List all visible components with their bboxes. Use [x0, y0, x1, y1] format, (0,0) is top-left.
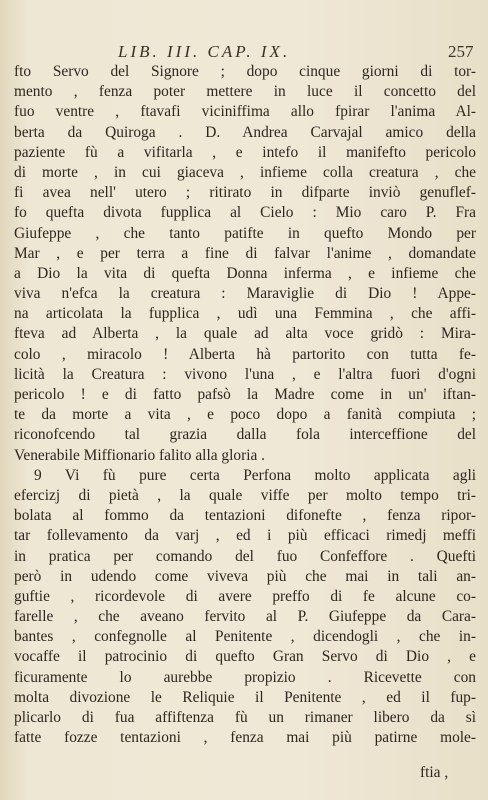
text-line: pericolo ! e di fatto pafsò la Madre come in un' iftan-	[14, 386, 476, 403]
text-line: fo quefta divota fupplica al Cielo : Mio caro P. Fra	[14, 204, 476, 222]
paragraph	[14, 466, 476, 749]
text-line: in pratica per comando del fuo Confeffore . Quefti	[14, 547, 476, 565]
text-line: fuo ventre , ftavafi viciniffima allo fpirar l'anima Al-	[14, 103, 476, 121]
text-line: paziente fù a vifitarla , e intefo il manifefto pericolo	[14, 143, 476, 161]
text-line: 9 Vi fù pure certa Perfona molto applicata agli	[34, 466, 476, 484]
text-line: te da morte a vita , e poco dopo a fanità compiuta ;	[14, 406, 476, 424]
text-line: fi avea nell' utero ; ritirato in difparte inviò genuflef-	[14, 184, 476, 202]
text-line: ficuramente lo aurebbe propizio . Ricevette con	[14, 668, 476, 686]
paragraph	[14, 62, 476, 466]
text-line: viva n'efca la creatura : Maraviglie di Dio ! Appe-	[14, 285, 476, 303]
text-line: di morte , in cui giaceva , infieme colla creatura , che	[14, 163, 476, 181]
text-line: licità la Creatura : vivono l'una , e l'altra fuori d'ogni	[14, 365, 476, 383]
running-head: LIB. III. CAP. IX.	[118, 42, 291, 61]
text-line: mento , fenza poter mettere in luce il concetto del	[14, 83, 476, 101]
text-line: guftie , ricordevole di avere preffo di fe alcune co-	[14, 587, 476, 605]
text-line: na articolata la fupplica , udì una Femmina , che affi-	[14, 305, 476, 323]
text-line: fto Servo del Signore ; dopo cinque giorni di tor-	[14, 63, 476, 80]
text-line: a Dio la vita di quefta Donna inferma , e infieme che	[14, 264, 476, 282]
text-line: però in udendo come viveva più che mai in tali an-	[14, 567, 476, 585]
text-line: Venerabile Miffionario falito alla gloria .	[14, 446, 266, 464]
text-line: fteva ad Alberta , la quale ad alta voce gridò : Mira-	[14, 325, 476, 343]
text-line: tar follevamento da varj , ed i più efficaci rimedj meffi	[14, 527, 476, 545]
page-number: 257	[448, 42, 474, 61]
text-line: vocaffe il patrocinio di quefto Gran Servo di Dio , e	[14, 648, 476, 666]
text-line: fatte fozze tentazioni , fenza mai più patirne mole-	[14, 729, 476, 747]
text-line: farelle , che aveano fervito al P. Giufeppe da Cara-	[14, 608, 476, 626]
text-line: Giufeppe , che tanto patifte in quefto Mondo per	[14, 224, 476, 242]
text-line: colo , miracolo ! Alberta hà partorito con tutta fe-	[14, 345, 476, 363]
text-line: Mar , e per terra a fine di falvar l'anime , domandate	[14, 244, 476, 262]
text-line: molta divozione le Reliquie il Penitente , ed il fup-	[14, 688, 476, 706]
text-line: riconofcendo tal grazia dalla fola interceffione del	[14, 426, 476, 444]
catchword: ftia ,	[420, 764, 449, 781]
text-line: efercizj di pietà , la quale viffe per molto tempo tri-	[14, 486, 476, 504]
text-line: bantes , confegnolle al Penitente , dicendogli , che in-	[14, 628, 476, 646]
text-line: plicarlo di fua affiftenza fù un rimaner libero da sì	[14, 709, 476, 726]
body-text	[14, 62, 476, 748]
page-header	[0, 42, 488, 64]
text-line: bolata al fommo da tentazioni difonefte , fenza ripor-	[14, 507, 476, 525]
text-line: berta da Quiroga . D. Andrea Carvajal amico della	[14, 123, 476, 141]
